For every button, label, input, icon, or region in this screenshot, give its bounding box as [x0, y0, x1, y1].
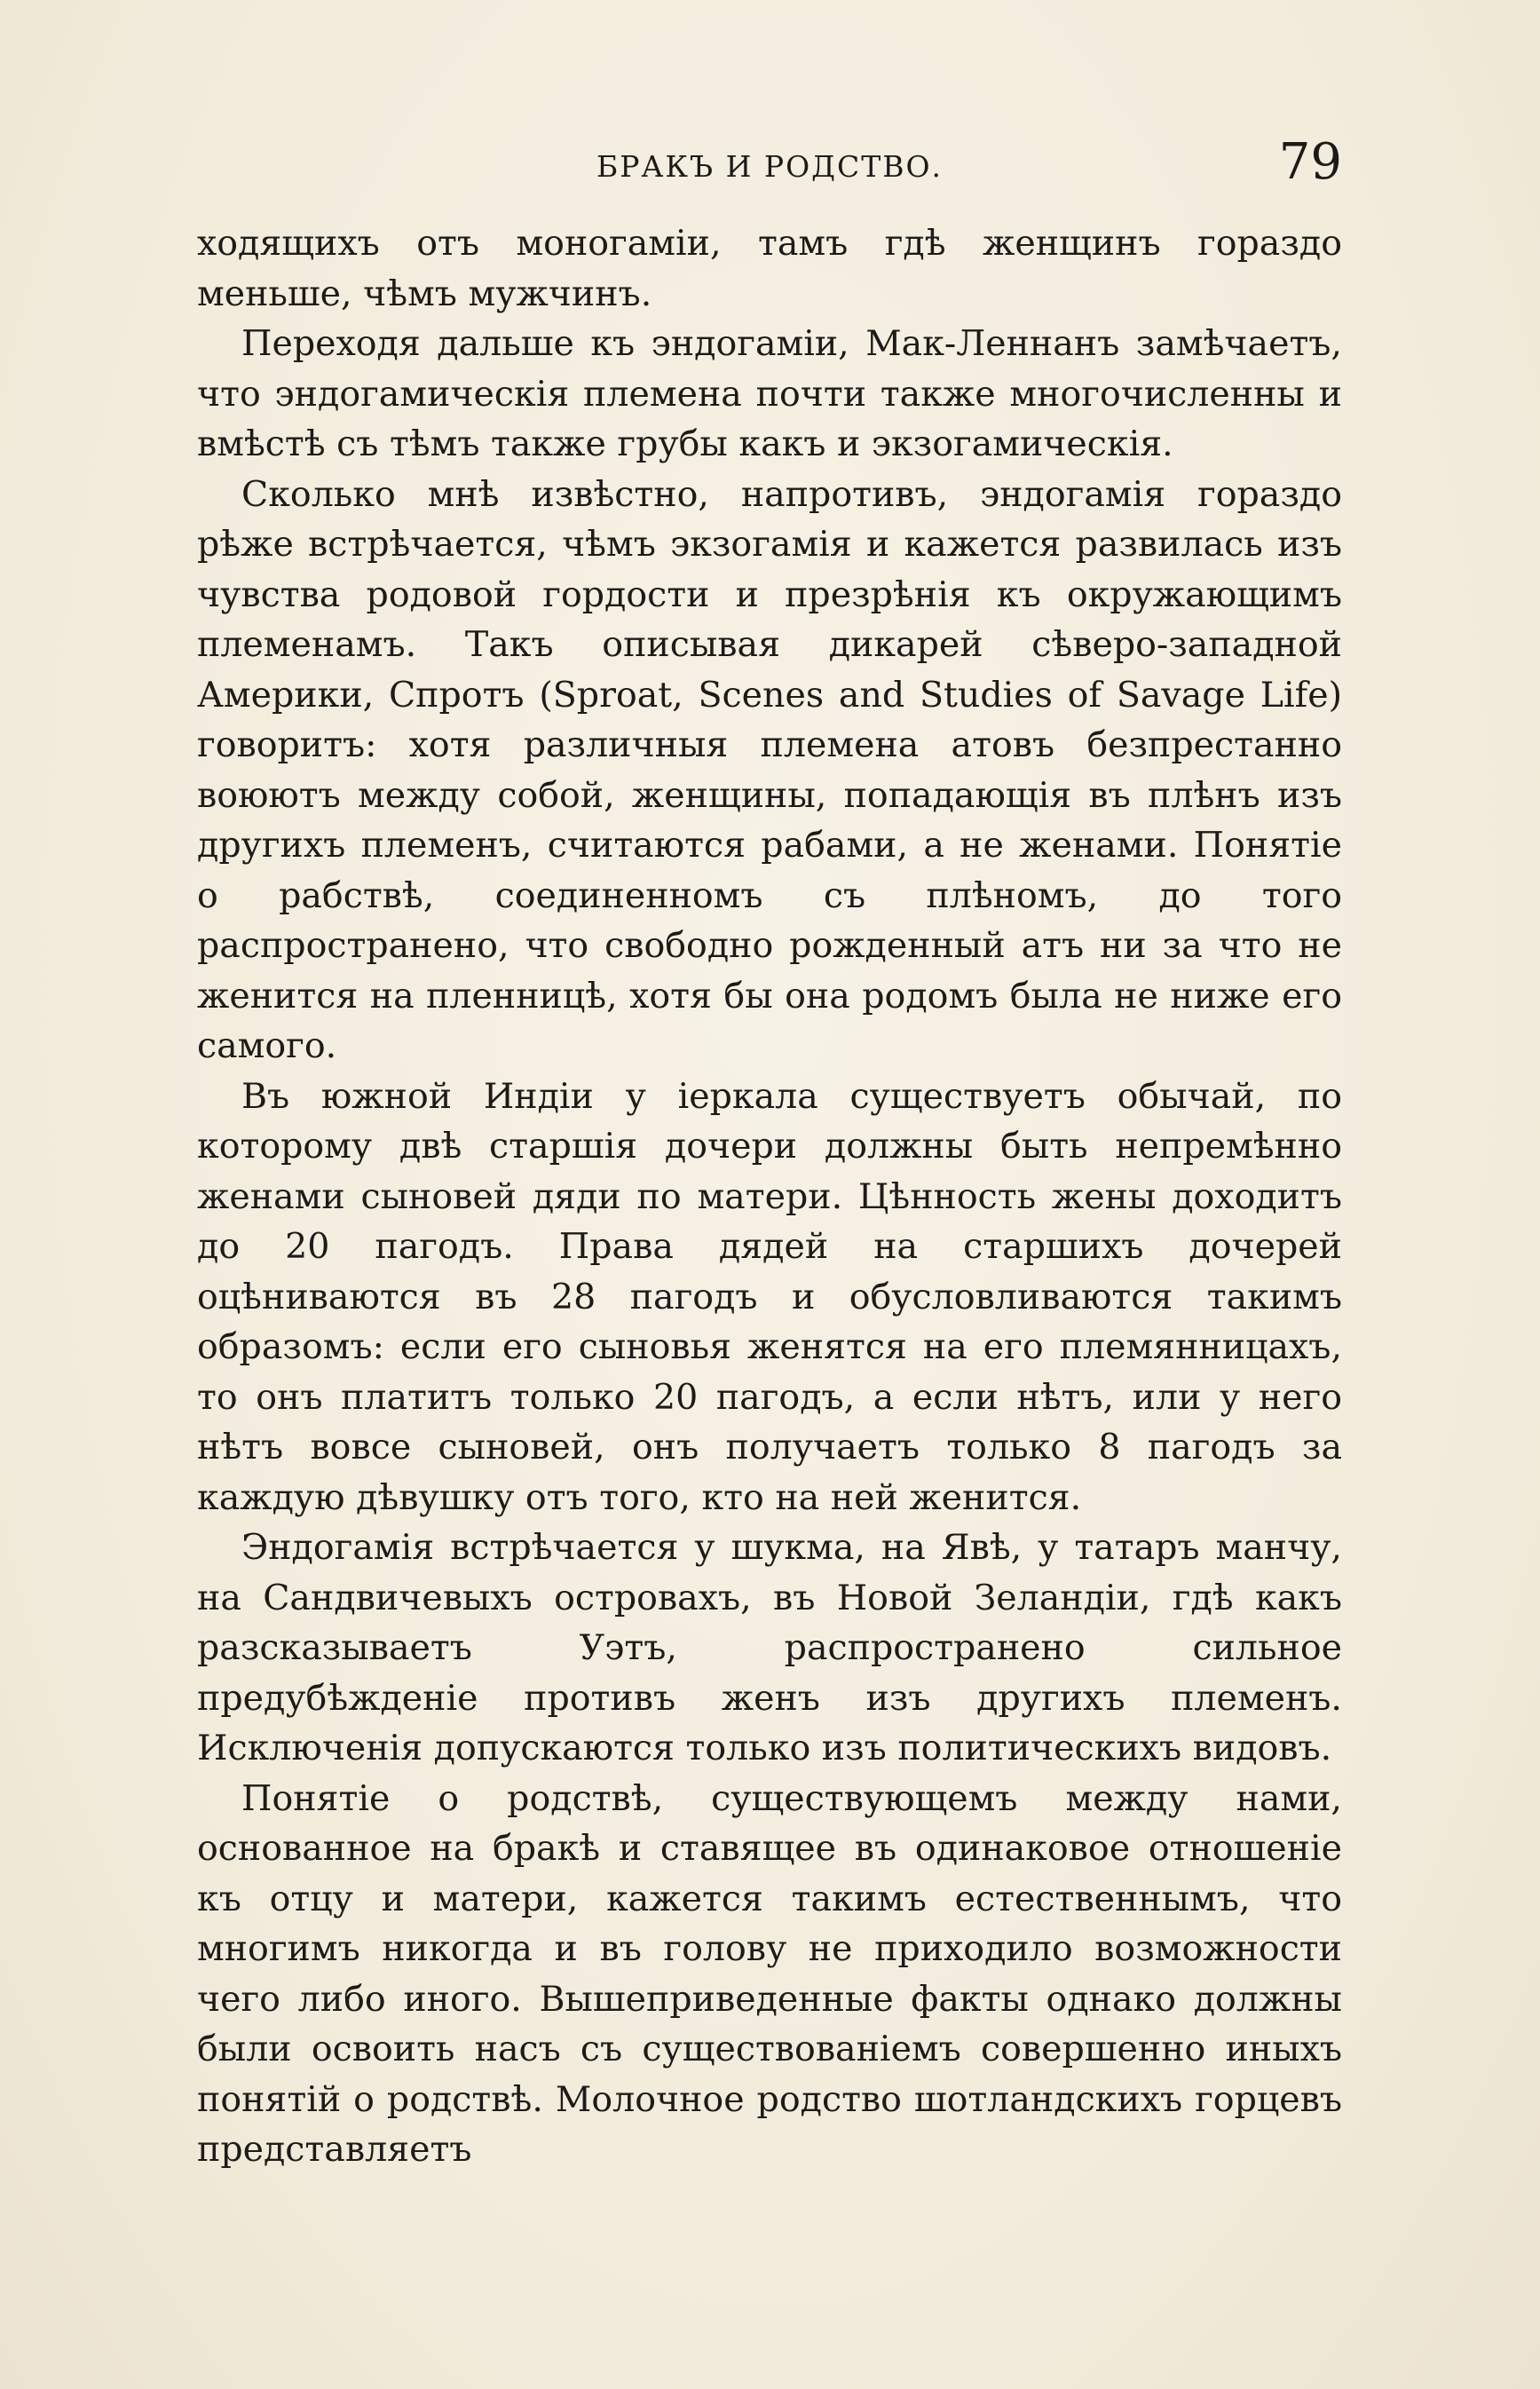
paragraph: Эндогамія встрѣчается у шукма, на Явѣ, у татаръ манчу, на Сандвичевыхъ островахъ, въ Новой Зеландіи, гдѣ какъ разсказываетъ Уэтъ, распространено сильное предубѣжденіе противъ женъ изъ другихъ племенъ. Исключенія допускаются только изъ политическихъ видовъ. [197, 1527, 1342, 1768]
paragraph: Въ южной Индіи у іеркала существуетъ обычай, по которому двѣ старшія дочери должны быть непремѣнно женами сыновей дяди по матери. Цѣнность жены доходитъ до 20 пагодъ. Права дядей на старшихъ дочерей оцѣниваются въ 28 пагодъ и обусловливаются такимъ образомъ: если его сыновья женятся на его племянницахъ, то онъ платитъ только 20 пагодъ, а если нѣтъ, или у него нѣтъ вовсе сыновей, онъ получаетъ только 8 пагодъ за каждую дѣвушку отъ того, кто на ней женится. [197, 1075, 1342, 1518]
body-text [197, 218, 1342, 2170]
paragraph-continuation: ходящихъ отъ моногаміи, тамъ гдѣ женщинъ гораздо меньше, чѣмъ мужчинъ. [197, 223, 1342, 314]
page-header [197, 133, 1342, 195]
paragraph: Сколько мнѣ извѣстно, напротивъ, эндогамія гораздо рѣже встрѣчается, чѣмъ экзогамія и кажется развилась изъ чувства родовой гордости и презрѣнія къ окружающимъ племенамъ. Такъ описывая дикарей сѣверо-западной Америки, Спротъ (Sproat, Scenes and Studies of Savage Life) говоритъ: хотя различныя племена атовъ безпрестанно воюютъ между собой, женщины, попадающія въ плѣнъ изъ другихъ племенъ, считаются рабами, а не женами. Понятіе о рабствѣ, соединенномъ съ плѣномъ, до того распространено, что свободно рожденный атъ ни за что не женится на пленницѣ, хотя бы она родомъ была не ниже его самого. [197, 473, 1342, 1066]
paragraph: Понятіе о родствѣ, существующемъ между нами, основанное на бракѣ и ставящее въ одинаковое отношеніе къ отцу и матери, кажется такимъ естественнымъ, что многимъ никогда и въ голову не приходило возможности чего либо иного. Вышеприведенные факты однако должны были освоить насъ съ существованіемъ совершенно иныхъ понятій о родствѣ. Молочное родство шотландскихъ горцевъ представляетъ [197, 1777, 1342, 2170]
running-title: БРАКЪ И РОДСТВО. [596, 149, 944, 184]
paragraph: Переходя дальше къ эндогаміи, Мак-Леннанъ замѣчаетъ, что эндогамическія племена почти также многочисленны и вмѣстѣ съ тѣмъ также грубы какъ и экзогамическія. [197, 323, 1342, 464]
page-number: 79 [1278, 133, 1342, 191]
